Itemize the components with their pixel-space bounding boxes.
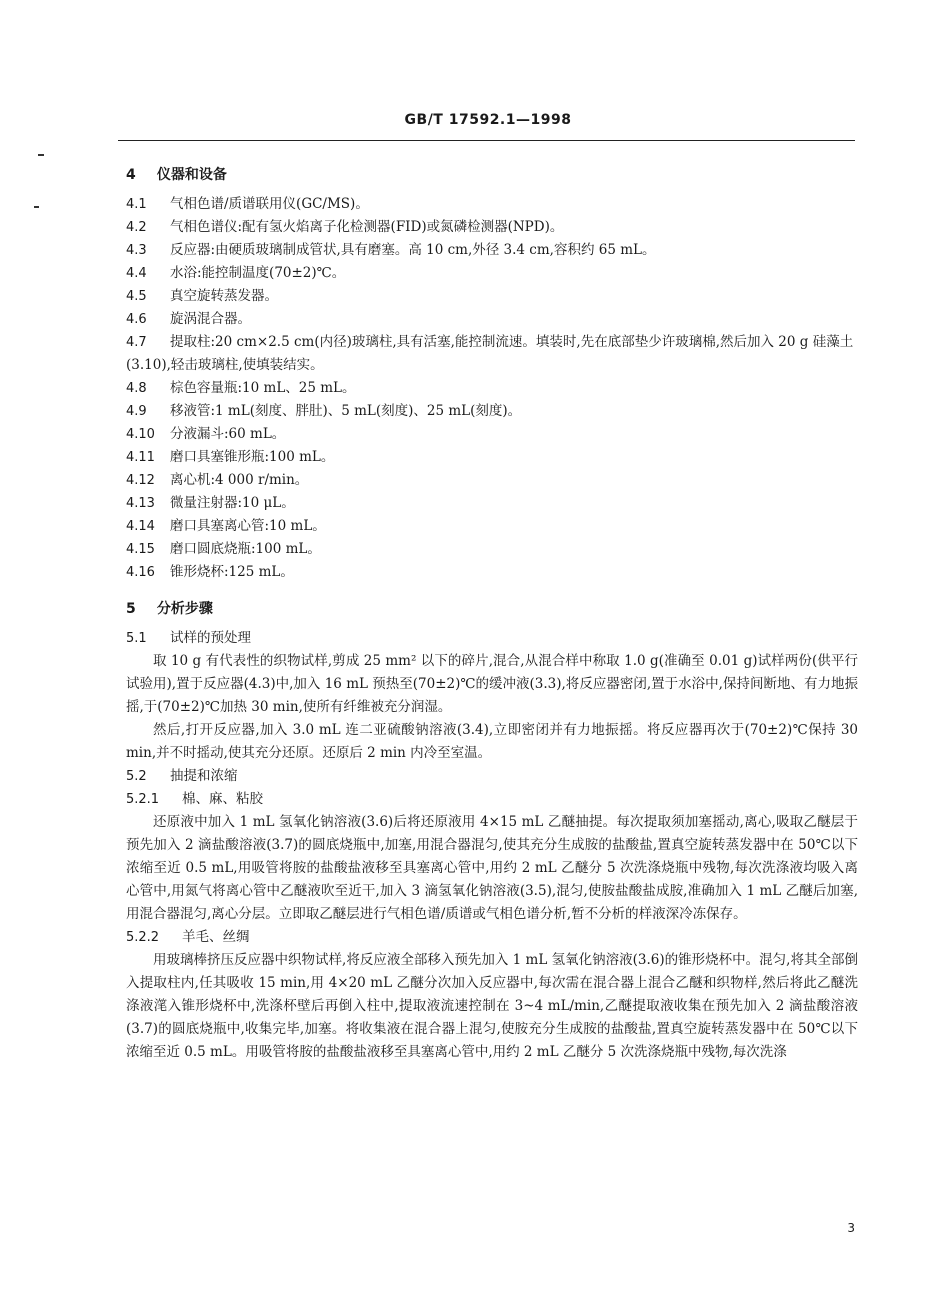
standard-header: GB/T 17592.1—1998 (404, 112, 572, 128)
item-number: 4.12 (126, 473, 155, 488)
item-text: 真空旋转蒸发器。 (170, 288, 278, 304)
margin-mark (34, 206, 39, 208)
list-item (118, 308, 858, 331)
item-text: 分液漏斗:60 mL。 (170, 426, 286, 442)
list-item (118, 331, 858, 377)
item-number: 4.13 (126, 496, 155, 511)
item-number: 4.10 (126, 427, 155, 442)
item-text: 磨口具塞锥形瓶:100 mL。 (170, 449, 335, 465)
item-number: 4.2 (126, 220, 147, 235)
paragraph: 取 10 g 有代表性的织物试样,剪成 25 mm² 以下的碎片,混合,从混合样中称取 1.0 g(准确至 0.01 g)试样两份(供平行试验用),置于反应器(4.3)中,加入 16 mL 预热至(70±2)℃的缓冲液(3.3),将反应器密闭,置于水浴中,保持间断地、有力地振摇,于(70±2)℃加热 30 min,使所有纤维被充分润湿。 (126, 653, 858, 715)
paragraph: 然后,打开反应器,加入 3.0 mL 连二亚硫酸钠溶液(3.4),立即密闭并有力地振摇。将反应器再次于(70±2)℃保持 30 min,并不时摇动,使其充分还原。还原后 2 min 内冷至室温。 (126, 722, 858, 761)
item-text: 反应器:由硬质玻璃制成管状,具有磨塞。高 10 cm,外径 3.4 cm,容积约 65 mL。 (170, 242, 656, 258)
list-item (118, 262, 858, 285)
item-number: 4.5 (126, 289, 147, 304)
subsection-number: 5.1 (126, 631, 147, 646)
paragraph: 用玻璃棒挤压反应器中织物试样,将反应液全部移入预先加入 1 mL 氢氧化钠溶液(3.6)的锥形烧杯中。混匀,将其全部倒入提取柱内,任其吸收 15 min,用 4×20 mL 乙醚分次加入反应器中,每次需在混合器上混合乙醚和织物样,然后将此乙醚洗涤液滗入锥形烧杯中,洗涤杯壁后再倒入柱中,提取液流速控制在 3~4 mL/min,乙醚提取液收集在预先加入 2 滴盐酸溶液(3.7)的圆底烧瓶中,收集完毕,加塞。将收集液在混合器上混匀,使胺充分生成胺的盐酸盐,置真空旋转蒸发器中在 50℃以下浓缩至近 0.5 mL。用吸管将胺的盐酸盐液移至具塞离心管中,用约 2 mL 乙醚分 5 次洗涤烧瓶中残物,每次洗涤 (126, 952, 858, 1060)
item-number: 4.16 (126, 565, 155, 580)
subsection-title: 羊毛、丝绸 (182, 929, 250, 945)
spacer (118, 584, 858, 594)
list-item (118, 285, 858, 308)
item-number: 4.9 (126, 404, 147, 419)
margin-mark (38, 154, 44, 156)
list-item (118, 400, 858, 423)
page-number: 3 (847, 1221, 855, 1235)
item-number: 4.6 (126, 312, 147, 327)
item-text: 棕色容量瓶:10 mL、25 mL。 (170, 380, 356, 396)
item-text: 磨口圆底烧瓶:100 mL。 (170, 541, 321, 557)
list-item (118, 538, 858, 561)
subsection-5-2-heading (118, 765, 858, 788)
section-title: 分析步骤 (156, 601, 213, 617)
subsection-title: 试样的预处理 (170, 630, 251, 646)
subsection-number: 5.2.2 (126, 930, 160, 945)
item-text: 离心机:4 000 r/min。 (170, 472, 309, 488)
list-item (118, 561, 858, 584)
item-number: 4.11 (126, 450, 155, 465)
subsection-title: 抽提和浓缩 (170, 768, 238, 784)
item-text: 水浴:能控制温度(70±2)℃。 (170, 265, 346, 281)
list-item (118, 239, 858, 262)
subsection-number: 5.2.1 (126, 792, 160, 807)
subsection-title: 棉、麻、粘胶 (182, 791, 263, 807)
item-number: 4.3 (126, 243, 147, 258)
subsection-5-2-2-heading (118, 926, 858, 949)
subsection-number: 5.2 (126, 769, 147, 784)
section-5-heading (118, 598, 858, 621)
item-text: 微量注射器:10 μL。 (170, 495, 295, 511)
section-number: 4 (126, 167, 136, 183)
section-4-heading (118, 164, 858, 187)
item-text: 锥形烧杯:125 mL。 (170, 564, 294, 580)
list-item (118, 492, 858, 515)
item-number: 4.8 (126, 381, 147, 396)
item-text: 气相色谱/质谱联用仪(GC/MS)。 (170, 196, 369, 212)
item-number: 4.4 (126, 266, 147, 281)
document-body (118, 160, 858, 1064)
item-number: 4.1 (126, 197, 147, 212)
item-text: 旋涡混合器。 (170, 311, 251, 327)
paragraph: 还原液中加入 1 mL 氢氧化钠溶液(3.6)后将还原液用 4×15 mL 乙醚抽提。每次提取须加塞摇动,离心,吸取乙醚层于预先加入 2 滴盐酸溶液(3.7)的圆底烧瓶中,加塞,用混合器混匀,使其充分生成胺的盐酸盐,置真空旋转蒸发器中在 50℃以下浓缩至近 0.5 mL,用吸管将胺的盐酸盐液移至具塞离心管中,用约 2 mL 乙醚分 5 次洗涤烧瓶中残物,每次洗涤液均吸入离心管中,用氮气将离心管中乙醚液吹至近干,加入 3 滴氢氧化钠溶液(3.5),混匀,使胺盐酸盐成胺,准确加入 1 mL 乙醚后加塞,用混合器混匀,离心分层。立即取乙醚层进行气相色谱/质谱或气相色谱分析,暂不分析的样液深冷冻保存。 (126, 814, 858, 922)
item-number: 4.14 (126, 519, 155, 534)
list-item (118, 193, 858, 216)
subsection-5-2-1-heading (118, 788, 858, 811)
list-item (118, 446, 858, 469)
item-text: 气相色谱仪:配有氢火焰离子化检测器(FID)或氮磷检测器(NPD)。 (170, 219, 564, 235)
item-text: 移液管:1 mL(刻度、胖肚)、5 mL(刻度)、25 mL(刻度)。 (170, 403, 522, 419)
section-number: 5 (126, 601, 136, 617)
list-item (118, 423, 858, 446)
list-item (118, 469, 858, 492)
list-item (118, 216, 858, 239)
list-item (118, 377, 858, 400)
subsection-5-1-heading (118, 627, 858, 650)
item-text: 提取柱:20 cm×2.5 cm(内径)玻璃柱,具有活塞,能控制流速。填装时,先在底部垫少许玻璃棉,然后加入 20 g 硅藻土(3.10),轻击玻璃柱,使填装结实。 (126, 334, 854, 373)
item-number: 4.15 (126, 542, 155, 557)
item-number: 4.7 (126, 335, 147, 350)
item-text: 磨口具塞离心管:10 mL。 (170, 518, 326, 534)
header-rule (118, 140, 855, 141)
section-title: 仪器和设备 (156, 167, 227, 183)
list-item (118, 515, 858, 538)
